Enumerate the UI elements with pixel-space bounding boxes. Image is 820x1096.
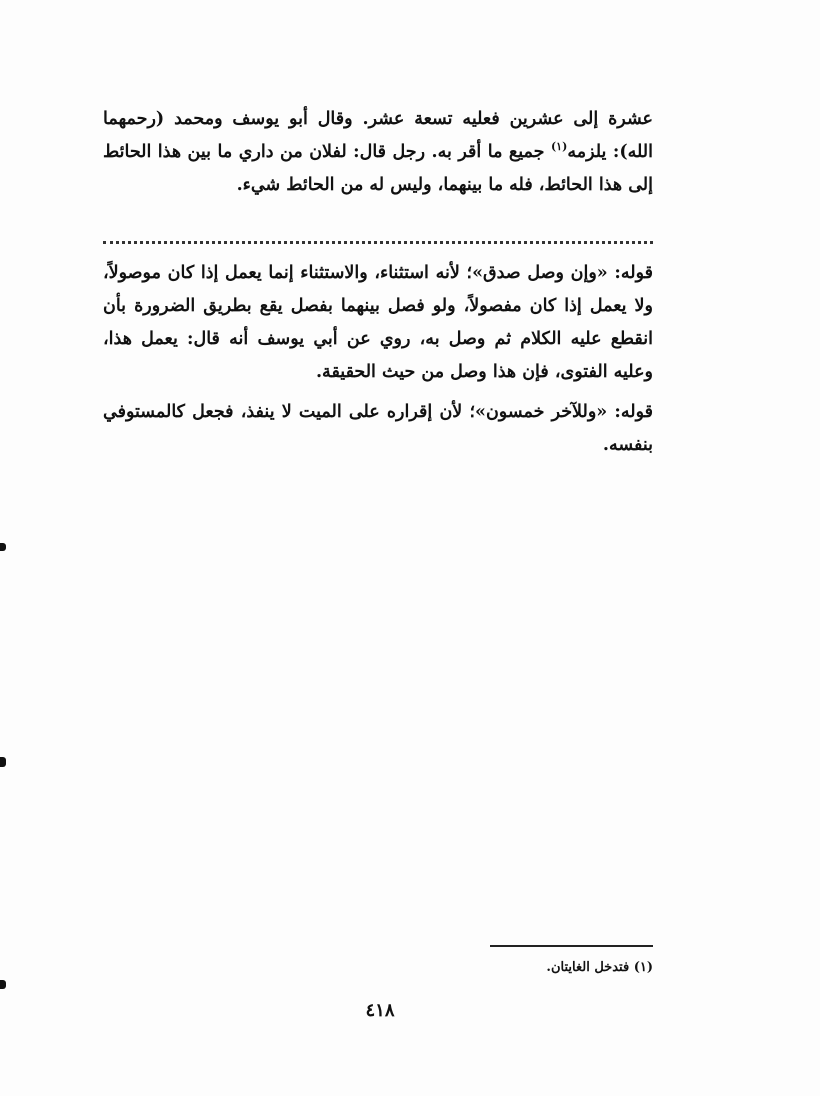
matn-text-after-ref: جميع ما أقر به. رجل قال: لفلان من داري ما بين هذا الحائط إلى هذا الحائط، فله ما بينهما، وليس له من الحائط شيء.	[103, 142, 653, 195]
commentary-paragraph-1	[103, 257, 653, 389]
scan-edge-mark	[0, 757, 6, 767]
scan-edge-mark	[0, 543, 6, 551]
page-number: ٤١٨	[365, 1000, 395, 1021]
section-divider	[103, 241, 653, 244]
commentary-text: «وللآخر خمسون»؛ لأن إقراره على الميت لا ينفذ، فجعل كالمستوفي بنفسه.	[103, 402, 653, 455]
footnote-reference[interactable]: (١)	[550, 140, 568, 154]
commentary-marker: قوله:	[614, 402, 653, 422]
commentary-text: «وإن وصل صدق»؛ لأنه استثناء، والاستثناء إنما يعمل إذا كان موصولاً، ولا يعمل إذا كان مفصولاً، ولو فصل بينهما بفصل يقع بطريق الضرورة بأن انقطع عليه الكلام ثم وصل به، روي عن أبي يوسف أنه قال: يعمل هذا، وعليه الفتوى، فإن هذا وصل من حيث الحقيقة.	[103, 263, 653, 382]
matn-text-before-ref: عشرة إلى عشرين فعليه تسعة عشر. وقال أبو يوسف ومحمد (رحمهما الله): يلزمه	[103, 109, 653, 162]
commentary-paragraph-2	[103, 396, 653, 462]
footnote-divider	[490, 945, 653, 947]
footnote: (١) فتدخل الغايتان.	[546, 960, 653, 975]
scan-edge-mark	[0, 980, 6, 989]
matn-paragraph	[103, 103, 653, 202]
commentary-marker: قوله:	[614, 263, 653, 283]
